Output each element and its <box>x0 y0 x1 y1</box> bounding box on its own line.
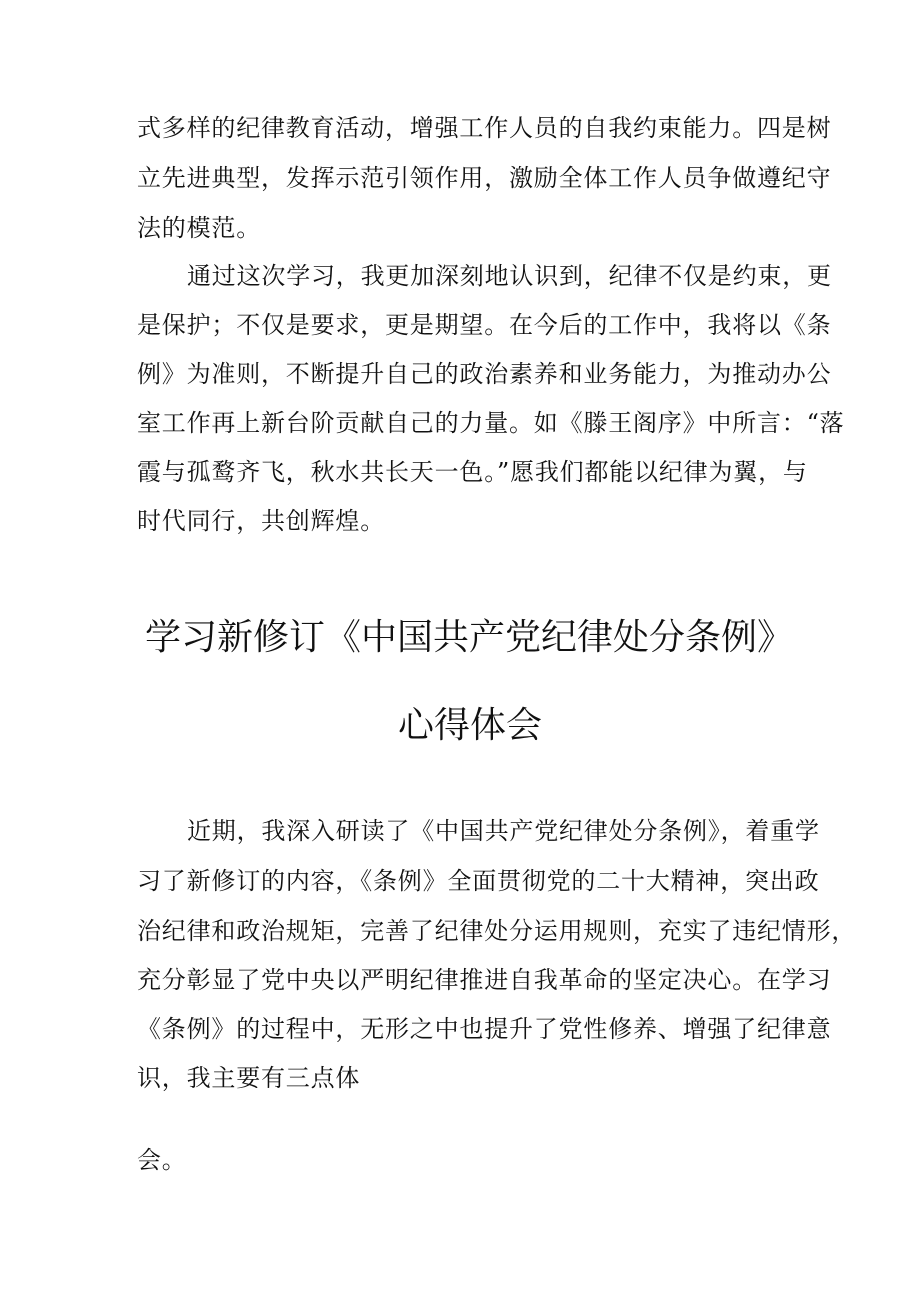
document-title-line-2: 心得体会 <box>398 705 543 746</box>
paragraph-3-line-6: 识，我主要有三点体 <box>137 1064 361 1092</box>
paragraph-1-line-1: 式多样的纪律教育活动，增强工作人员的自我约束能力。四是树 <box>137 114 832 142</box>
paragraph-3-line-3: 治纪律和政治规矩，完善了纪律处分运用规则，充实了违纪情形， <box>137 917 857 945</box>
paragraph-2-line-2: 是保护；不仅是要求，更是期望。在今后的工作中，我将以《条 <box>137 311 832 339</box>
paragraph-2-line-1: 通过这次学习，我更加深刻地认识到，纪律不仅是约束，更 <box>187 262 832 290</box>
paragraph-2-line-4: 室工作再上新台阶贡献自己的力量。如《滕王阁序》中所言：“落 <box>137 409 845 437</box>
paragraph-2-line-3: 例》为准则，不断提升自己的政治素养和业务能力，为推动办公 <box>137 360 832 388</box>
paragraph-3-line-4: 充分彰显了党中央以严明纪律推进自我革命的坚定决心。在学习 <box>137 966 832 994</box>
paragraph-1-line-3: 法的模范。 <box>137 214 261 242</box>
paragraph-3-line-2: 习了新修订的内容，《条例》全面贯彻党的二十大精神，突出政 <box>137 867 820 895</box>
document-title-line-1: 学习新修订《中国共产党纪律处分条例》 <box>145 617 794 658</box>
paragraph-3-line-1: 近期，我深入研读了《中国共产党纪律处分条例》，着重学 <box>187 817 820 845</box>
trailing-text: 会。 <box>137 1146 187 1174</box>
paragraph-3-line-5: 《条例》的过程中，无形之中也提升了党性修养、增强了纪律意 <box>137 1015 832 1043</box>
paragraph-2-line-5: 霞与孤鹜齐飞，秋水共长天一色。”愿我们都能以纪律为翼，与 <box>137 458 808 486</box>
paragraph-2-line-6: 时代同行，共创辉煌。 <box>137 507 385 535</box>
paragraph-1-line-2: 立先进典型，发挥示范引领作用，激励全体工作人员争做遵纪守 <box>137 164 832 192</box>
